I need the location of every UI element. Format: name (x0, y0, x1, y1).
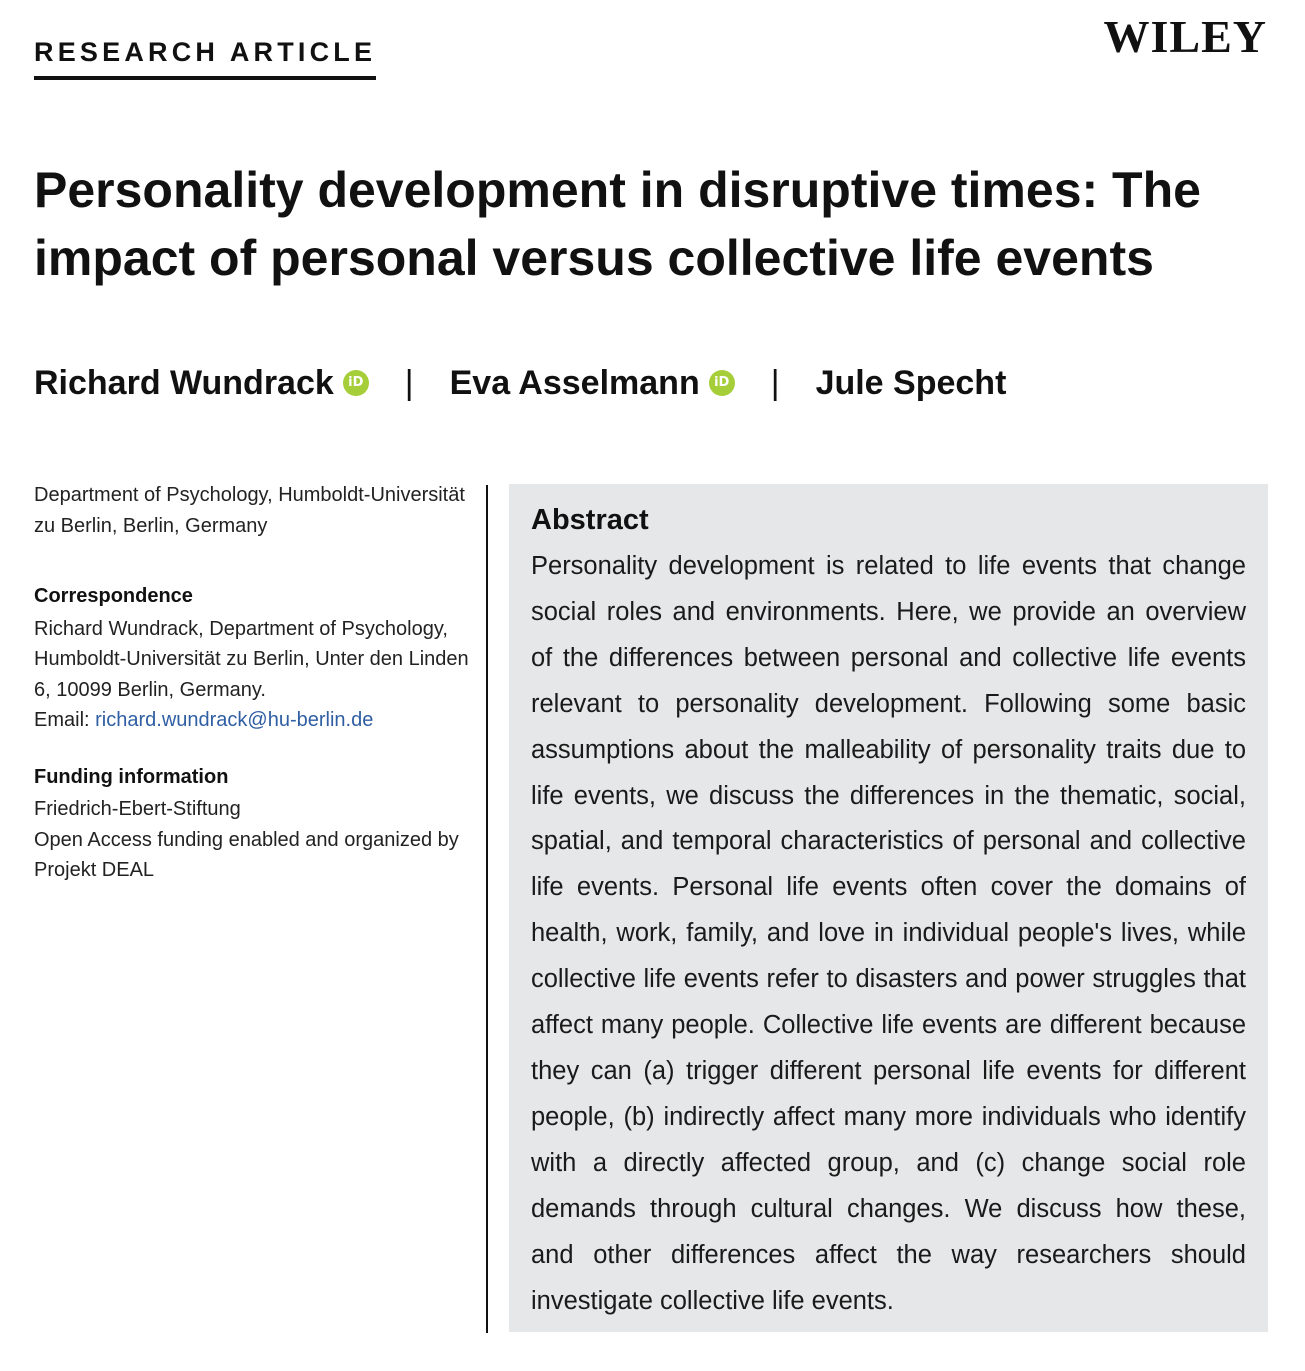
author-3[interactable] (816, 360, 1007, 406)
email-link[interactable]: richard.wundrack@hu-berlin.de (95, 709, 374, 731)
author-1[interactable] (34, 360, 369, 406)
funding-line: Open Access funding enabled and organized by Projekt DEAL (34, 828, 459, 881)
abstract-text: Personality development is related to life events that change social roles and environments. Here, we provide an overview of the differences between personal and collective life events relevant to personality development. Following some basic assumptions about the malleability of personality traits due to life events, we discuss the differences in the thematic, social, spatial, and temporal characteristics of personal and collective life events. Personal life events often cover the domains of health, work, family, and love in individual people's lives, while collective life events refer to disasters and power struggles that affect many people. Collective life events are different because they can (a) trigger different personal life events for different people, (b) indirectly affect many more individuals who identify with a directly affected group, and (c) change social role demands through cultural changes. We discuss how these, and other differences affect the way researchers should investigate collective life events. (531, 552, 1246, 1315)
publisher-logo[interactable]: WILEY (1103, 11, 1267, 62)
correspondence-address: Richard Wundrack, Department of Psychology, Humboldt-Universität zu Berlin, Unter den Linden 6, 10099 Berlin, Germany. (34, 617, 469, 701)
article-type-label: RESEARCH ARTICLE (34, 36, 376, 80)
funding-line: Friedrich-Ebert-Stiftung (34, 798, 241, 820)
email-line (34, 705, 474, 736)
author-name: Richard Wundrack (34, 364, 334, 402)
author-2[interactable] (450, 360, 735, 406)
orcid-icon[interactable]: iD (709, 370, 735, 396)
correspondence-block (34, 581, 474, 736)
funding-heading: Funding information (34, 765, 229, 788)
author-separator: | (770, 364, 780, 402)
abstract-box (509, 484, 1268, 1332)
article-title: Personality development in disruptive times: The impact of personal versus collective life events (34, 162, 1201, 286)
funding-block (34, 762, 474, 886)
column-divider (486, 485, 488, 1333)
abstract-heading: Abstract (531, 504, 649, 536)
author-list (34, 360, 1006, 406)
affiliation: Department of Psychology, Humboldt-Universität zu Berlin, Berlin, Germany (34, 484, 465, 537)
email-label: Email: (34, 709, 90, 731)
author-name: Jule Specht (815, 364, 1007, 402)
orcid-icon[interactable]: iD (343, 370, 369, 396)
correspondence-heading: Correspondence (34, 585, 193, 607)
article-info-sidebar (34, 480, 474, 886)
author-separator: | (404, 364, 414, 402)
author-name: Eva Asselmann (449, 364, 700, 402)
